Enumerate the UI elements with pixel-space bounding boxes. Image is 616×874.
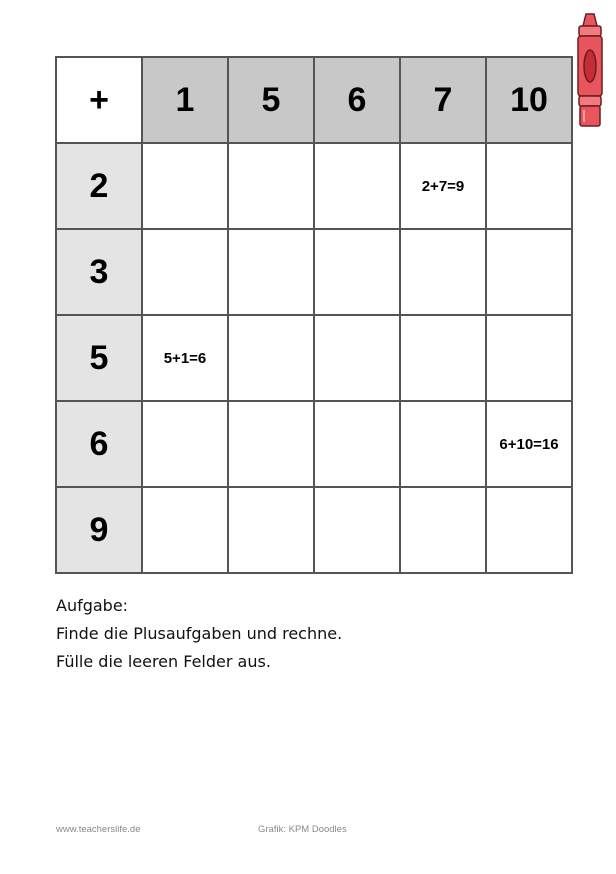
answer-cell[interactable] [486, 143, 572, 229]
task-instructions [56, 592, 342, 676]
row-header: 2 [56, 143, 142, 229]
answer-cell[interactable] [486, 487, 572, 573]
answer-cell[interactable] [400, 487, 486, 573]
row-header: 5 [56, 315, 142, 401]
answer-cell[interactable] [228, 229, 314, 315]
column-header: 10 [486, 57, 572, 143]
column-header: 5 [228, 57, 314, 143]
answer-cell[interactable] [228, 401, 314, 487]
answer-cell[interactable] [142, 487, 228, 573]
row-header: 9 [56, 487, 142, 573]
answer-cell[interactable] [314, 401, 400, 487]
column-header: 6 [314, 57, 400, 143]
row-header: 3 [56, 229, 142, 315]
column-header: 7 [400, 57, 486, 143]
task-line: Fülle die leeren Felder aus. [56, 652, 271, 671]
answer-cell[interactable] [400, 229, 486, 315]
crayon-icon [570, 12, 610, 130]
answer-cell[interactable] [314, 229, 400, 315]
table-row [56, 143, 572, 229]
answer-cell[interactable] [142, 401, 228, 487]
task-line: Finde die Plusaufgaben und rechne. [56, 624, 343, 643]
row-header: 6 [56, 401, 142, 487]
addition-table [55, 56, 573, 574]
answer-cell[interactable]: 2+7=9 [400, 143, 486, 229]
answer-cell[interactable] [228, 143, 314, 229]
answer-cell[interactable] [400, 401, 486, 487]
answer-cell[interactable] [228, 487, 314, 573]
answer-cell[interactable] [486, 229, 572, 315]
answer-cell[interactable] [314, 315, 400, 401]
answer-cell[interactable] [486, 315, 572, 401]
answer-cell[interactable] [314, 143, 400, 229]
answer-cell[interactable]: 6+10=16 [486, 401, 572, 487]
footer-credit: Grafik: KPM Doodles [258, 824, 347, 835]
answer-cell[interactable]: 5+1=6 [142, 315, 228, 401]
answer-cell[interactable] [400, 315, 486, 401]
table-row [56, 401, 572, 487]
table-row [56, 315, 572, 401]
table-row [56, 229, 572, 315]
operator-cell: + [56, 57, 142, 143]
answer-cell[interactable] [142, 229, 228, 315]
answer-cell[interactable] [228, 315, 314, 401]
table-row [56, 487, 572, 573]
answer-cell[interactable] [142, 143, 228, 229]
answer-cell[interactable] [314, 487, 400, 573]
footer-website: www.teacherslife.de [56, 824, 141, 835]
task-heading: Aufgabe: [56, 596, 129, 615]
column-header: 1 [142, 57, 228, 143]
header-row [56, 57, 572, 143]
